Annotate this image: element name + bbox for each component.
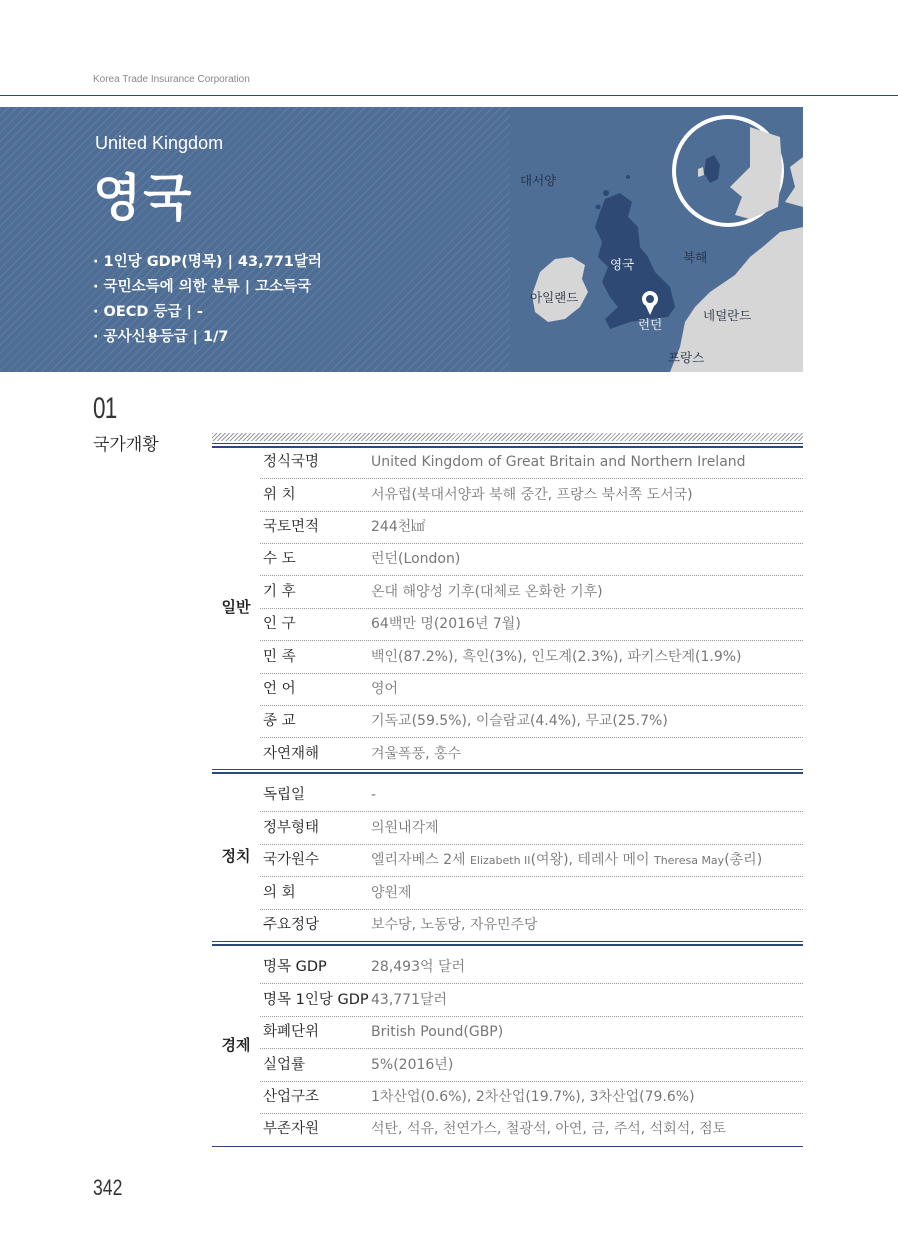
row-label: 정부형태 bbox=[263, 820, 320, 836]
label-netherlands: 네덜란드 bbox=[703, 308, 752, 323]
row-value: 런던(London) bbox=[371, 551, 461, 567]
row-value bbox=[371, 844, 762, 876]
header-divider bbox=[0, 95, 898, 96]
row-label: 기 후 bbox=[263, 584, 296, 600]
row-value: 온대 해양성 기후(대체로 온화한 기후) bbox=[371, 584, 603, 600]
table-row bbox=[260, 877, 803, 910]
row-value: 64백만 명(2016년 7월) bbox=[371, 616, 521, 632]
row-value: 보수당, 노동당, 자유민주당 bbox=[371, 917, 538, 933]
table-bottom-rule bbox=[212, 1146, 803, 1147]
row-value: 1차산업(0.6%), 2차산업(19.7%), 3차산업(79.6%) bbox=[371, 1089, 695, 1105]
row-label: 수 도 bbox=[263, 551, 296, 567]
row-value: 의원내각제 bbox=[371, 820, 439, 836]
label-atlantic: 대서양 bbox=[520, 173, 557, 188]
table-row bbox=[260, 511, 803, 544]
row-value: 기독교(59.5%), 이슬람교(4.4%), 무교(25.7%) bbox=[371, 713, 668, 729]
table-row bbox=[260, 641, 803, 674]
table-row bbox=[260, 446, 803, 479]
table-row bbox=[260, 909, 803, 941]
label-uk: 영국 bbox=[610, 257, 635, 272]
row-value: 석탄, 석유, 천연가스, 철광석, 아연, 금, 주석, 석회석, 점토 bbox=[371, 1121, 727, 1137]
row-label: 언 어 bbox=[263, 681, 296, 697]
table-row bbox=[260, 1081, 803, 1114]
row-value: 겨울폭풍, 홍수 bbox=[371, 746, 462, 762]
group-economy bbox=[212, 941, 803, 1148]
value-part: (여왕), 테레사 메이 bbox=[530, 852, 654, 868]
value-part: Elizabeth II bbox=[469, 854, 531, 867]
group-general bbox=[212, 443, 803, 770]
section-hatch-divider bbox=[212, 433, 803, 441]
table-row bbox=[260, 543, 803, 576]
table-row bbox=[260, 1016, 803, 1049]
row-label: 화폐단위 bbox=[263, 1024, 320, 1040]
row-label: 부존자원 bbox=[263, 1121, 320, 1137]
marker-dot bbox=[646, 295, 654, 303]
row-value: British Pound(GBP) bbox=[371, 1024, 504, 1040]
fact-credit-grade: · 공사신용등급 | 1/7 bbox=[93, 329, 229, 345]
row-value: 28,493억 달러 bbox=[371, 959, 466, 975]
table-row bbox=[260, 705, 803, 738]
row-label: 위 치 bbox=[263, 487, 296, 503]
table-row bbox=[260, 812, 803, 845]
label-london: 런던 bbox=[638, 317, 663, 332]
row-label: 민 족 bbox=[263, 649, 296, 665]
row-value: 양원제 bbox=[371, 885, 412, 901]
table-row bbox=[260, 576, 803, 609]
row-value: 서유럽(북대서양과 북해 중간, 프랑스 북서쪽 도서국) bbox=[371, 487, 693, 503]
table-row bbox=[260, 951, 803, 984]
value-part: Theresa May bbox=[653, 854, 725, 867]
table-row bbox=[260, 673, 803, 706]
group-label: 경제 bbox=[221, 1036, 251, 1054]
row-value: 43,771달러 bbox=[371, 992, 448, 1008]
row-label: 명목 1인당 GDP bbox=[263, 992, 369, 1008]
table-row bbox=[260, 779, 803, 812]
organization-name: Korea Trade Insurance Corporation bbox=[93, 74, 250, 85]
row-value: 백인(87.2%), 흑인(3%), 인도계(2.3%), 파키스탄계(1.9%) bbox=[371, 649, 742, 665]
row-label: 의 회 bbox=[263, 885, 296, 901]
group-label: 정치 bbox=[221, 846, 251, 865]
row-value: 영어 bbox=[371, 681, 399, 697]
row-label: 주요정당 bbox=[263, 917, 320, 933]
table-row bbox=[260, 479, 803, 512]
row-label: 자연재해 bbox=[263, 746, 320, 762]
group-top-rule bbox=[212, 941, 803, 946]
group-top-rule bbox=[212, 769, 803, 774]
island-2 bbox=[596, 205, 601, 210]
group-politics bbox=[212, 769, 803, 941]
group-label: 일반 bbox=[221, 598, 251, 616]
location-map bbox=[510, 107, 803, 372]
row-label: 독립일 bbox=[263, 787, 306, 803]
row-label: 명목 GDP bbox=[263, 959, 327, 975]
section-number: 01 bbox=[93, 392, 117, 425]
fact-income-class: · 국민소득에 의한 분류 | 고소득국 bbox=[93, 279, 312, 295]
row-value: - bbox=[371, 787, 377, 803]
island-1 bbox=[603, 190, 609, 196]
row-label: 국토면적 bbox=[263, 519, 320, 535]
table-row bbox=[260, 844, 803, 877]
row-label: 인 구 bbox=[263, 616, 296, 632]
country-english-name: United Kingdom bbox=[95, 133, 224, 153]
label-north-sea: 북해 bbox=[683, 250, 708, 265]
fact-oecd-grade: · OECD 등급 | - bbox=[93, 304, 203, 320]
fact-gdp-per-capita: · 1인당 GDP(명목) | 43,771달러 bbox=[93, 254, 322, 270]
label-france: 프랑스 bbox=[668, 350, 705, 365]
page-number: 342 bbox=[93, 1175, 123, 1200]
country-korean-name: 영국 bbox=[93, 169, 194, 227]
row-value: 244천㎢ bbox=[371, 519, 426, 535]
key-facts-list bbox=[93, 250, 322, 350]
table-row bbox=[260, 1049, 803, 1082]
row-value: United Kingdom of Great Britain and Northern Ireland bbox=[371, 454, 746, 470]
value-part: (총리) bbox=[724, 852, 763, 868]
table-row bbox=[260, 608, 803, 641]
table-row bbox=[260, 1113, 803, 1145]
row-label: 실업률 bbox=[263, 1057, 306, 1073]
row-label: 정식국명 bbox=[263, 454, 320, 470]
row-label: 국가원수 bbox=[263, 852, 320, 868]
island-3 bbox=[626, 175, 630, 179]
section-title: 국가개황 bbox=[93, 435, 159, 455]
label-ireland: 아일랜드 bbox=[530, 290, 579, 305]
table-row bbox=[260, 984, 803, 1017]
row-value: 5%(2016년) bbox=[371, 1057, 454, 1073]
value-part: 엘리자베스 2세 bbox=[371, 852, 470, 868]
row-label: 산업구조 bbox=[263, 1089, 320, 1105]
table-row bbox=[260, 738, 803, 770]
row-label: 종 교 bbox=[263, 713, 296, 729]
